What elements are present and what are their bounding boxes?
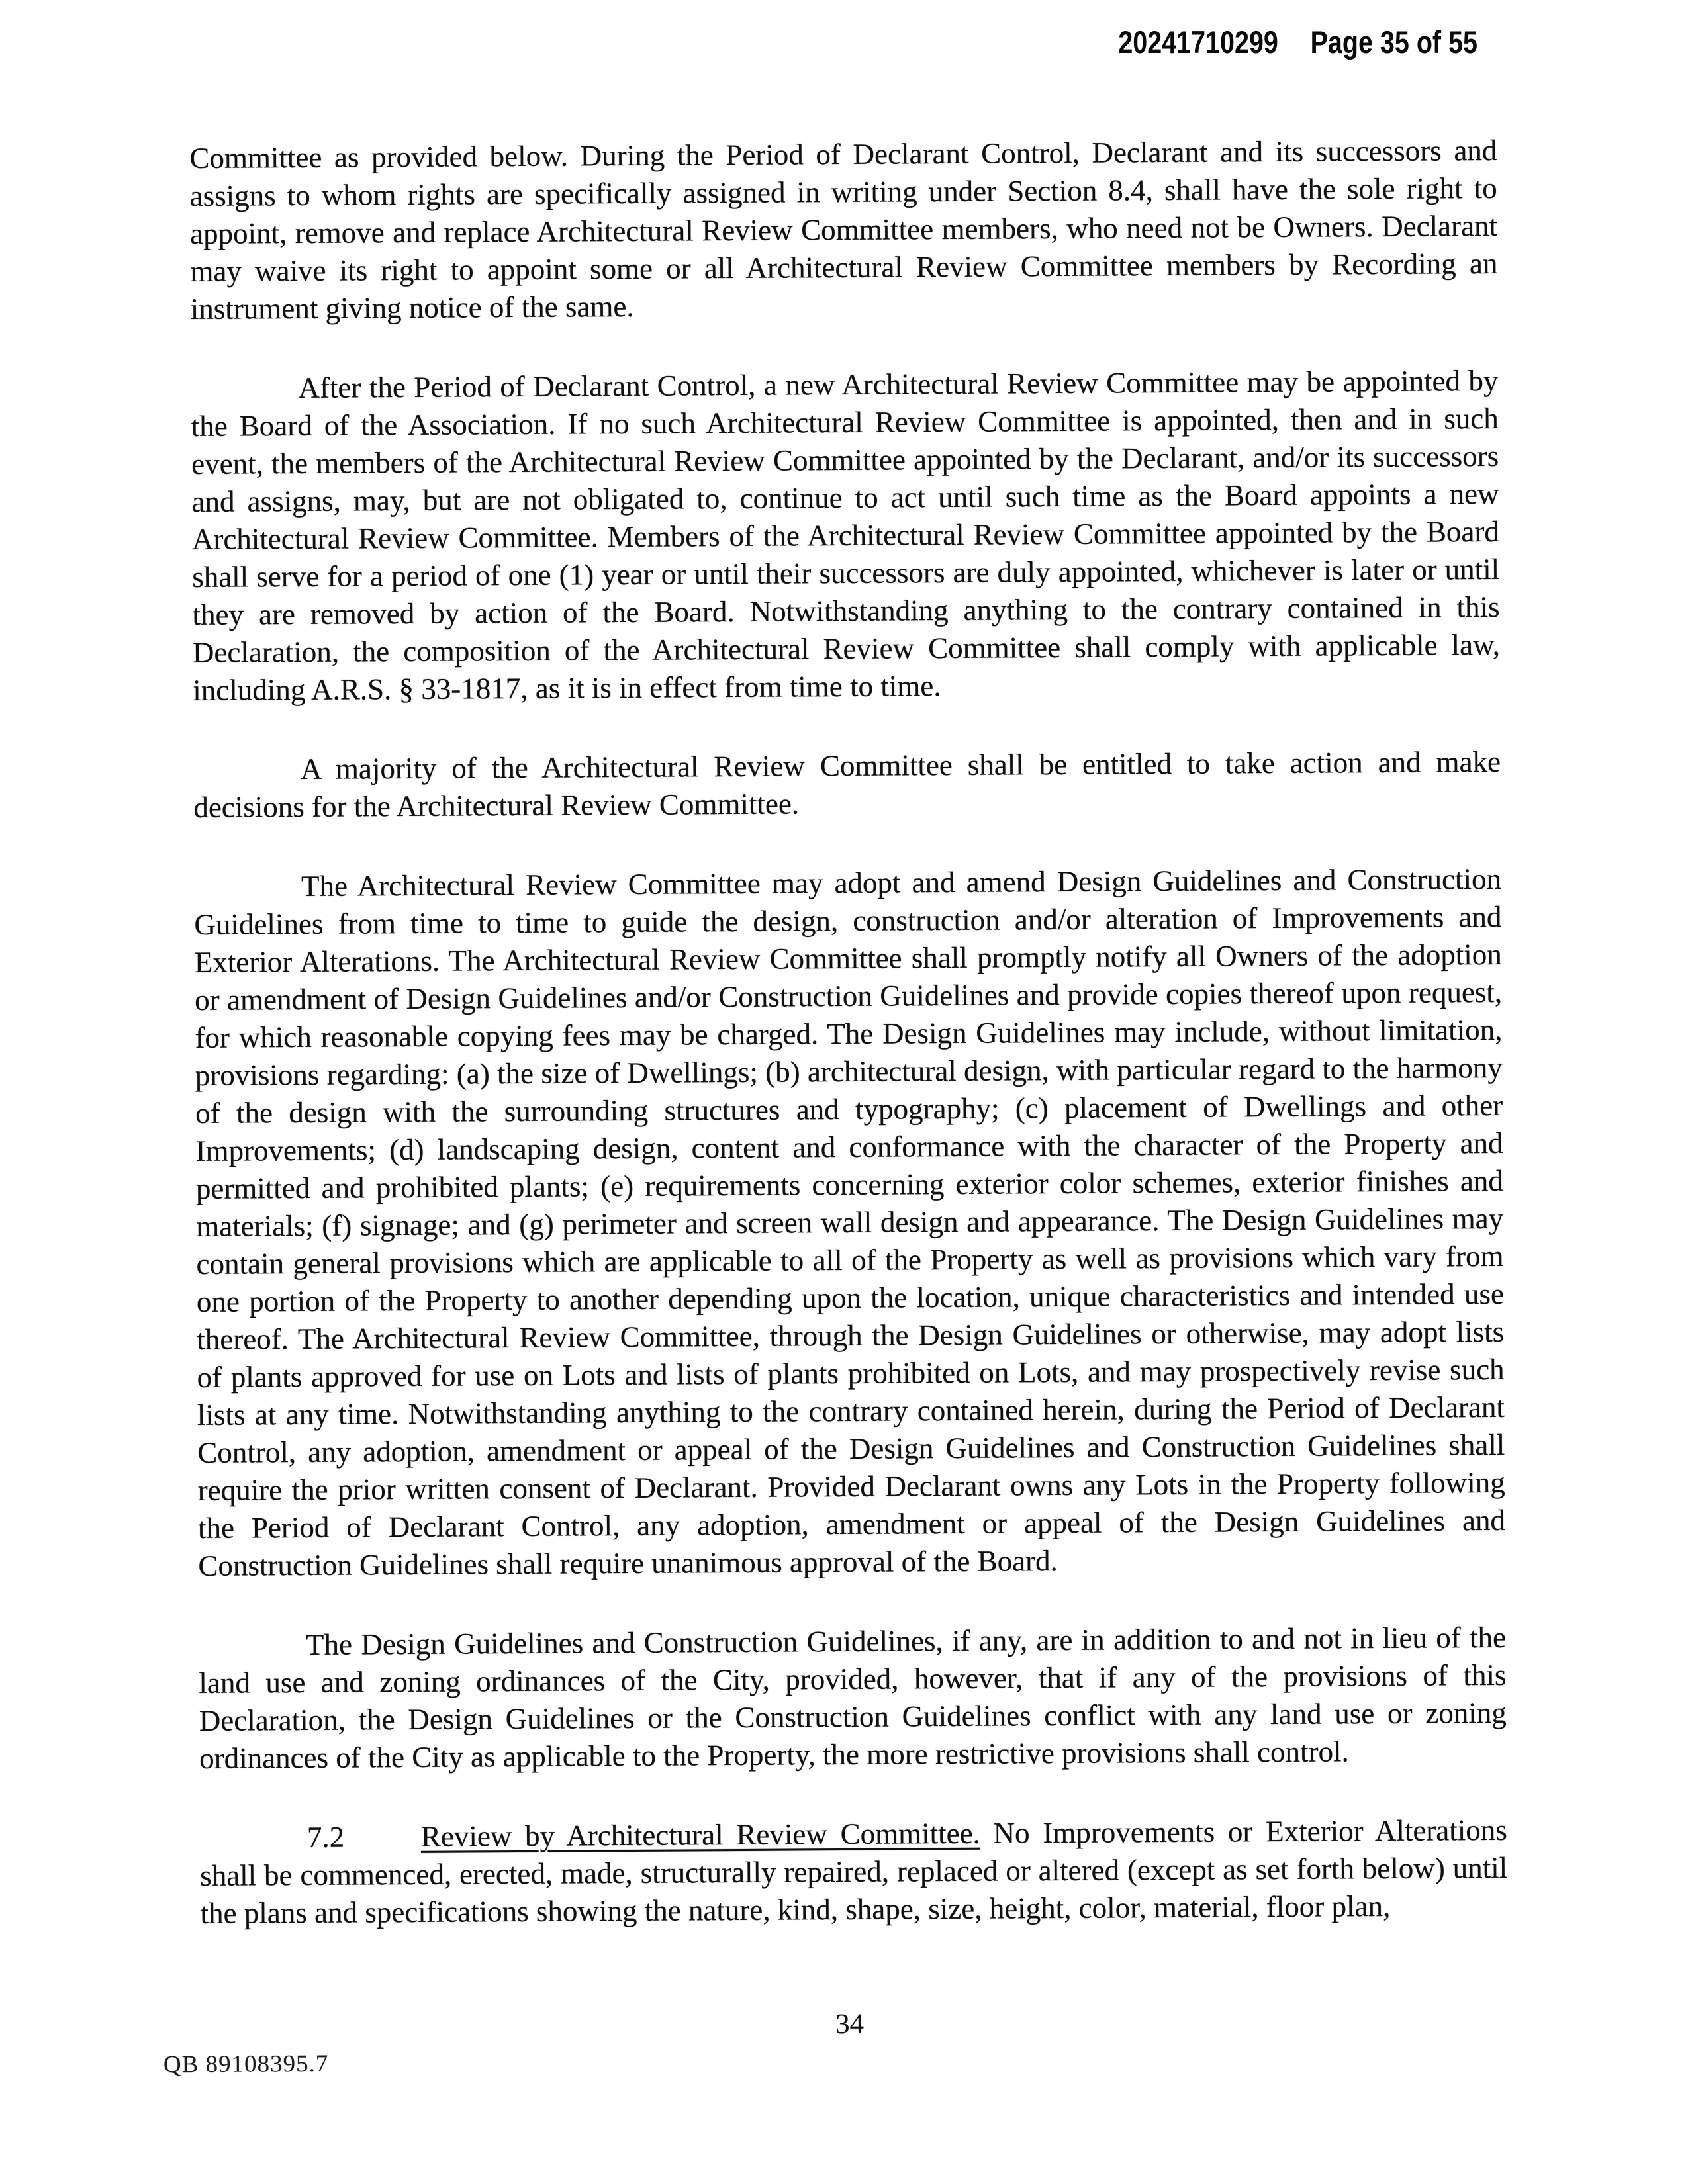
section-body: No Improvements or Exterior Alterations shall be commenced, erected, made, structurally repaired, replaced or altered (except as set forth below) until the plans and specifications showing the nature, kind, shape, size, height, color, material, floor plan, [200,1813,1508,1930]
paragraph-zoning-ordinances: The Design Guidelines and Construction Guidelines, if any, are in addition to and not in lieu of the land use and zoning ordinances of the City, provided, however, that if any of the provisions of this Declaration, the Design Guidelines or the Construction Guidelines conflict with any land use or zoning ordinances of the City as applicable to the Property, the more restrictive provisions shall control. [199,1620,1507,1775]
section-heading: Review by Architectural Review Committee. [420,1816,980,1853]
page-number-footer: 34 [835,2008,865,2040]
section-7-2-paragraph [200,1811,1508,1933]
doc-ref-footer: QB 89108395.7 [163,2050,329,2079]
section-number: 7.2 [306,1820,345,1854]
paragraph-continuation: Committee as provided below. During the Period of Declarant Control, Declarant and its successors and assigns to whom rights are specifically assigned in writing under Section 8.4, shall have the sole right to appoint, remove and replace Architectural Review Committee members, who need not be Owners. Declarant may waive its right to appoint some or all Architectural Review Committee members by Recording an instrument giving notice of the same. [189,133,1498,326]
paragraph-after-declarant-control: After the Period of Declarant Control, a new Architectural Review Committee may be appointed by the Board of the Association. If no such Architectural Review Committee is appointed, then and in such event, the members of the Architectural Review Committee appointed by the Declarant, and/or its successors and assigns, may, but are not obligated to, continue to act until such time as the Board appoints a new Architectural Review Committee. Members of the Architectural Review Committee appointed by the Board shall serve for a period of one (1) year or until their successors are duly appointed, whichever is later or until they are removed by action of the Board. Notwithstanding anything to the contrary contained in this Declaration, the composition of the Architectural Review Committee shall comply with applicable law, including A.R.S. § 33-1817, as it is in effect from time to time. [191,363,1501,707]
body-text [189,132,1508,1974]
paragraph-committee-majority: A majority of the Architectural Review Committee shall be entitled to take action and make decisions for the Architectural Review Committee. [193,745,1501,824]
page-indicator: Page 35 of 55 [1310,24,1477,60]
paragraph-design-guidelines: The Architectural Review Committee may adopt and amend Design Guidelines and Construction Guidelines from time to time to guide the design, construction and/or alteration of Improvements and Exterior Alterations. The Architectural Review Committee shall promptly notify all Owners of the adoption or amendment of Design Guidelines and/or Construction Guidelines and provide copies thereof upon request, for which reasonable copying fees may be charged. The Design Guidelines may include, without limitation, provisions regarding: (a) the size of Dwellings; (b) architectural design, with particular regard to the harmony of the design with the surrounding structures and typography; (c) placement of Dwellings and other Improvements; (d) landscaping design, content and conformance with the character of the Property and permitted and prohibited plants; (e) requirements concerning exterior color schemes, exterior finishes and materials; (f) signage; and (g) perimeter and screen wall design and appearance. The Design Guidelines may contain general provisions which are applicable to all of the Property as well as provisions which vary from one portion of the Property to another depending upon the location, unique characteristics and intended use thereof. The Architectural Review Committee, through the Design Guidelines or otherwise, may adopt lists of plants approved for use on Lots and lists of plants prohibited on Lots, and may prospectively revise such lists at any time. Notwithstanding anything to the contrary contained herein, during the Period of Declarant Control, any adoption, amendment or appeal of the Design Guidelines and Construction Guidelines shall require the prior written consent of Declarant. Provided Declarant owns any Lots in the Property following the Period of Declarant Control, any adoption, amendment or appeal of the Design Guidelines and Construction Guidelines shall require unanimous approval of the Board. [194,862,1506,1582]
document-number: 20241710299 [1118,24,1278,60]
